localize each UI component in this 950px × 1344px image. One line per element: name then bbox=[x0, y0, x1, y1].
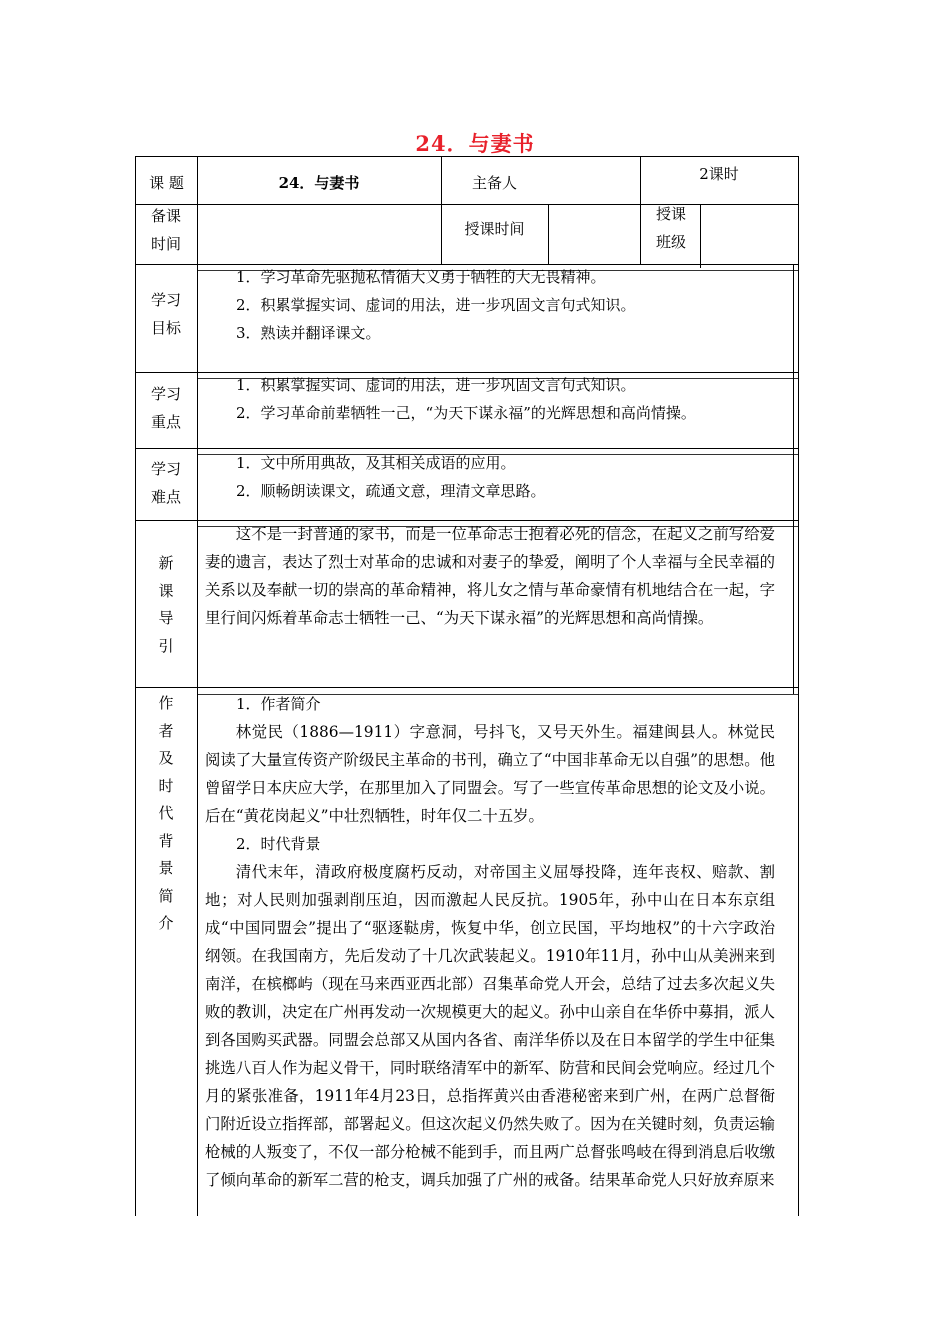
label-prep-time-line1: 备课 bbox=[150, 207, 181, 225]
label-background-char: 及 bbox=[158, 749, 174, 767]
introduction-text: 这不是一封普通的家书，而是一位革命志士抱着必死的信念，在起义之前写给爱妻的遗言，表达了烈士对革命的忠诚和对妻子的挚爱，阐明了个人幸福与全民幸福的关系以及奉献一切的崇高的革命精神，将儿女之情与革命豪情有机地结合在一起，字里行间闪烁着革命志士牺牲一己、“为天下谋永福”的光辉思想和高尚情操。 bbox=[205, 525, 775, 627]
table-top-border bbox=[135, 156, 799, 157]
key-point-item: 2．学习革命前辈牺牲一己，“为天下谋永福”的光辉思想和高尚情操。 bbox=[236, 404, 696, 422]
author-heading: 1．作者简介 bbox=[236, 695, 321, 713]
label-column-divider bbox=[197, 156, 198, 1216]
label-background bbox=[136, 690, 196, 938]
label-background-char: 者 bbox=[158, 721, 174, 740]
document-title: 24．与妻书 bbox=[415, 131, 535, 156]
label-difficulties-line1: 学习 bbox=[150, 460, 181, 478]
objective-item: 1．学习革命先驱抛私情循大义勇于牺牲的大无畏精神。 bbox=[236, 268, 606, 286]
prep-time-value[interactable] bbox=[197, 216, 441, 236]
difficulty-item: 1．文中所用典故，及其相关成语的应用。 bbox=[236, 454, 516, 472]
label-background-char: 作 bbox=[158, 694, 174, 712]
label-prep-time-line2: 时间 bbox=[150, 235, 181, 253]
label-class bbox=[641, 200, 701, 256]
label-introduction bbox=[136, 550, 196, 660]
row-divider bbox=[135, 687, 799, 688]
label-background-char: 简 bbox=[158, 886, 174, 905]
label-key-points bbox=[136, 380, 196, 436]
course-title: 24．与妻书 bbox=[278, 174, 360, 192]
label-teach-time: 授课时间 bbox=[464, 220, 525, 238]
label-objectives-line1: 学习 bbox=[150, 291, 181, 309]
objective-item: 2．积累掌握实词、虚词的用法，进一步巩固文言句式知识。 bbox=[236, 296, 636, 314]
objective-item: 3．熟读并翻译课文。 bbox=[236, 324, 381, 342]
class-value[interactable] bbox=[701, 218, 798, 238]
key-point-item: 1．积累掌握实词、虚词的用法，进一步巩固文言句式知识。 bbox=[236, 376, 636, 394]
label-prep-time bbox=[136, 202, 196, 258]
era-text: 清代末年，清政府极度腐朽反动，对帝国主义屈辱投降，连年丧权、赔款、割地；对人民则加强剥削压迫，因而激起人民反抗。1905年，孙中山在日本东京组成“中国同盟会”提出了“驱逐鞑虏，恢复中华，创立民国，平均地权”的十六字政治纲领。在我国南方，先后发动了十几次武装起义。1910年11月，孙中山从美洲来到南洋，在槟榔屿（现在马来西亚西北部）召集革命党人开会，总结了过去多次起义失败的教训，决定在广州再发动一次规模更大的起义。孙中山亲自在华侨中募捐，派人到各国购买武器。同盟会总部又从国内各省、南洋华侨以及在日本留学的学生中征集挑选八百人作为起义骨干，同时联络清军中的新军、防营和民间会党响应。经过几个月的紧张准备，1911年4月23日，总指挥黄兴由香港秘密来到广州，在两广总督衙门附近设立指挥部，部署起义。但这次起义仍然失败了。因为在关键时刻，负责运输枪械的人叛变了，不仅一部分枪械不能到手，而且两广总督张鸣岐在得到消息后收缴了倾向革命的新军二营的枪支，调兵加强了广州的戒备。结果革命党人只好放弃原来 bbox=[205, 863, 775, 1189]
difficulty-item: 2．顺畅朗读课文，疏通文意，理清文章思路。 bbox=[236, 482, 546, 500]
label-background-char: 介 bbox=[158, 914, 174, 932]
label-background-char: 时 bbox=[158, 776, 174, 795]
label-background-char: 背 bbox=[158, 831, 174, 850]
label-class-line1: 授课 bbox=[655, 205, 686, 223]
label-introduction-char: 新 bbox=[158, 554, 174, 572]
label-background-char: 景 bbox=[158, 859, 174, 877]
label-introduction-char: 课 bbox=[158, 581, 174, 600]
label-key-points-line1: 学习 bbox=[150, 385, 181, 403]
label-preparer: 主备人 bbox=[471, 174, 517, 192]
label-introduction-char: 引 bbox=[158, 636, 174, 655]
inner-right-line bbox=[793, 264, 794, 694]
author-text: 林觉民（1886—1911）字意洞，号抖飞，又号天外生。福建闽县人。林觉民阅读了大量宣传资产阶级民主革命的书刊，确立了“中国非革命无以自强”的思想。他曾留学日本庆应大学，在那里加入了同盟会。写了一些宣传革命思想的论文及小说。后在“黄花岗起义”中壮烈牺牲，时年仅二十五岁。 bbox=[205, 723, 775, 825]
table-right-border bbox=[798, 156, 799, 1216]
class-periods: 2课时 bbox=[699, 165, 739, 183]
teach-time-value[interactable] bbox=[548, 218, 640, 238]
label-introduction-char: 导 bbox=[158, 609, 174, 627]
label-class-line2: 班级 bbox=[655, 233, 686, 251]
label-background-char: 代 bbox=[158, 804, 174, 822]
label-objectives bbox=[136, 286, 196, 342]
label-difficulties bbox=[136, 455, 196, 511]
label-key-points-line2: 重点 bbox=[150, 413, 181, 431]
label-objectives-line2: 目标 bbox=[150, 319, 181, 337]
era-heading: 2．时代背景 bbox=[236, 835, 321, 853]
label-difficulties-line2: 难点 bbox=[150, 488, 181, 506]
label-course: 课 题 bbox=[149, 174, 184, 192]
